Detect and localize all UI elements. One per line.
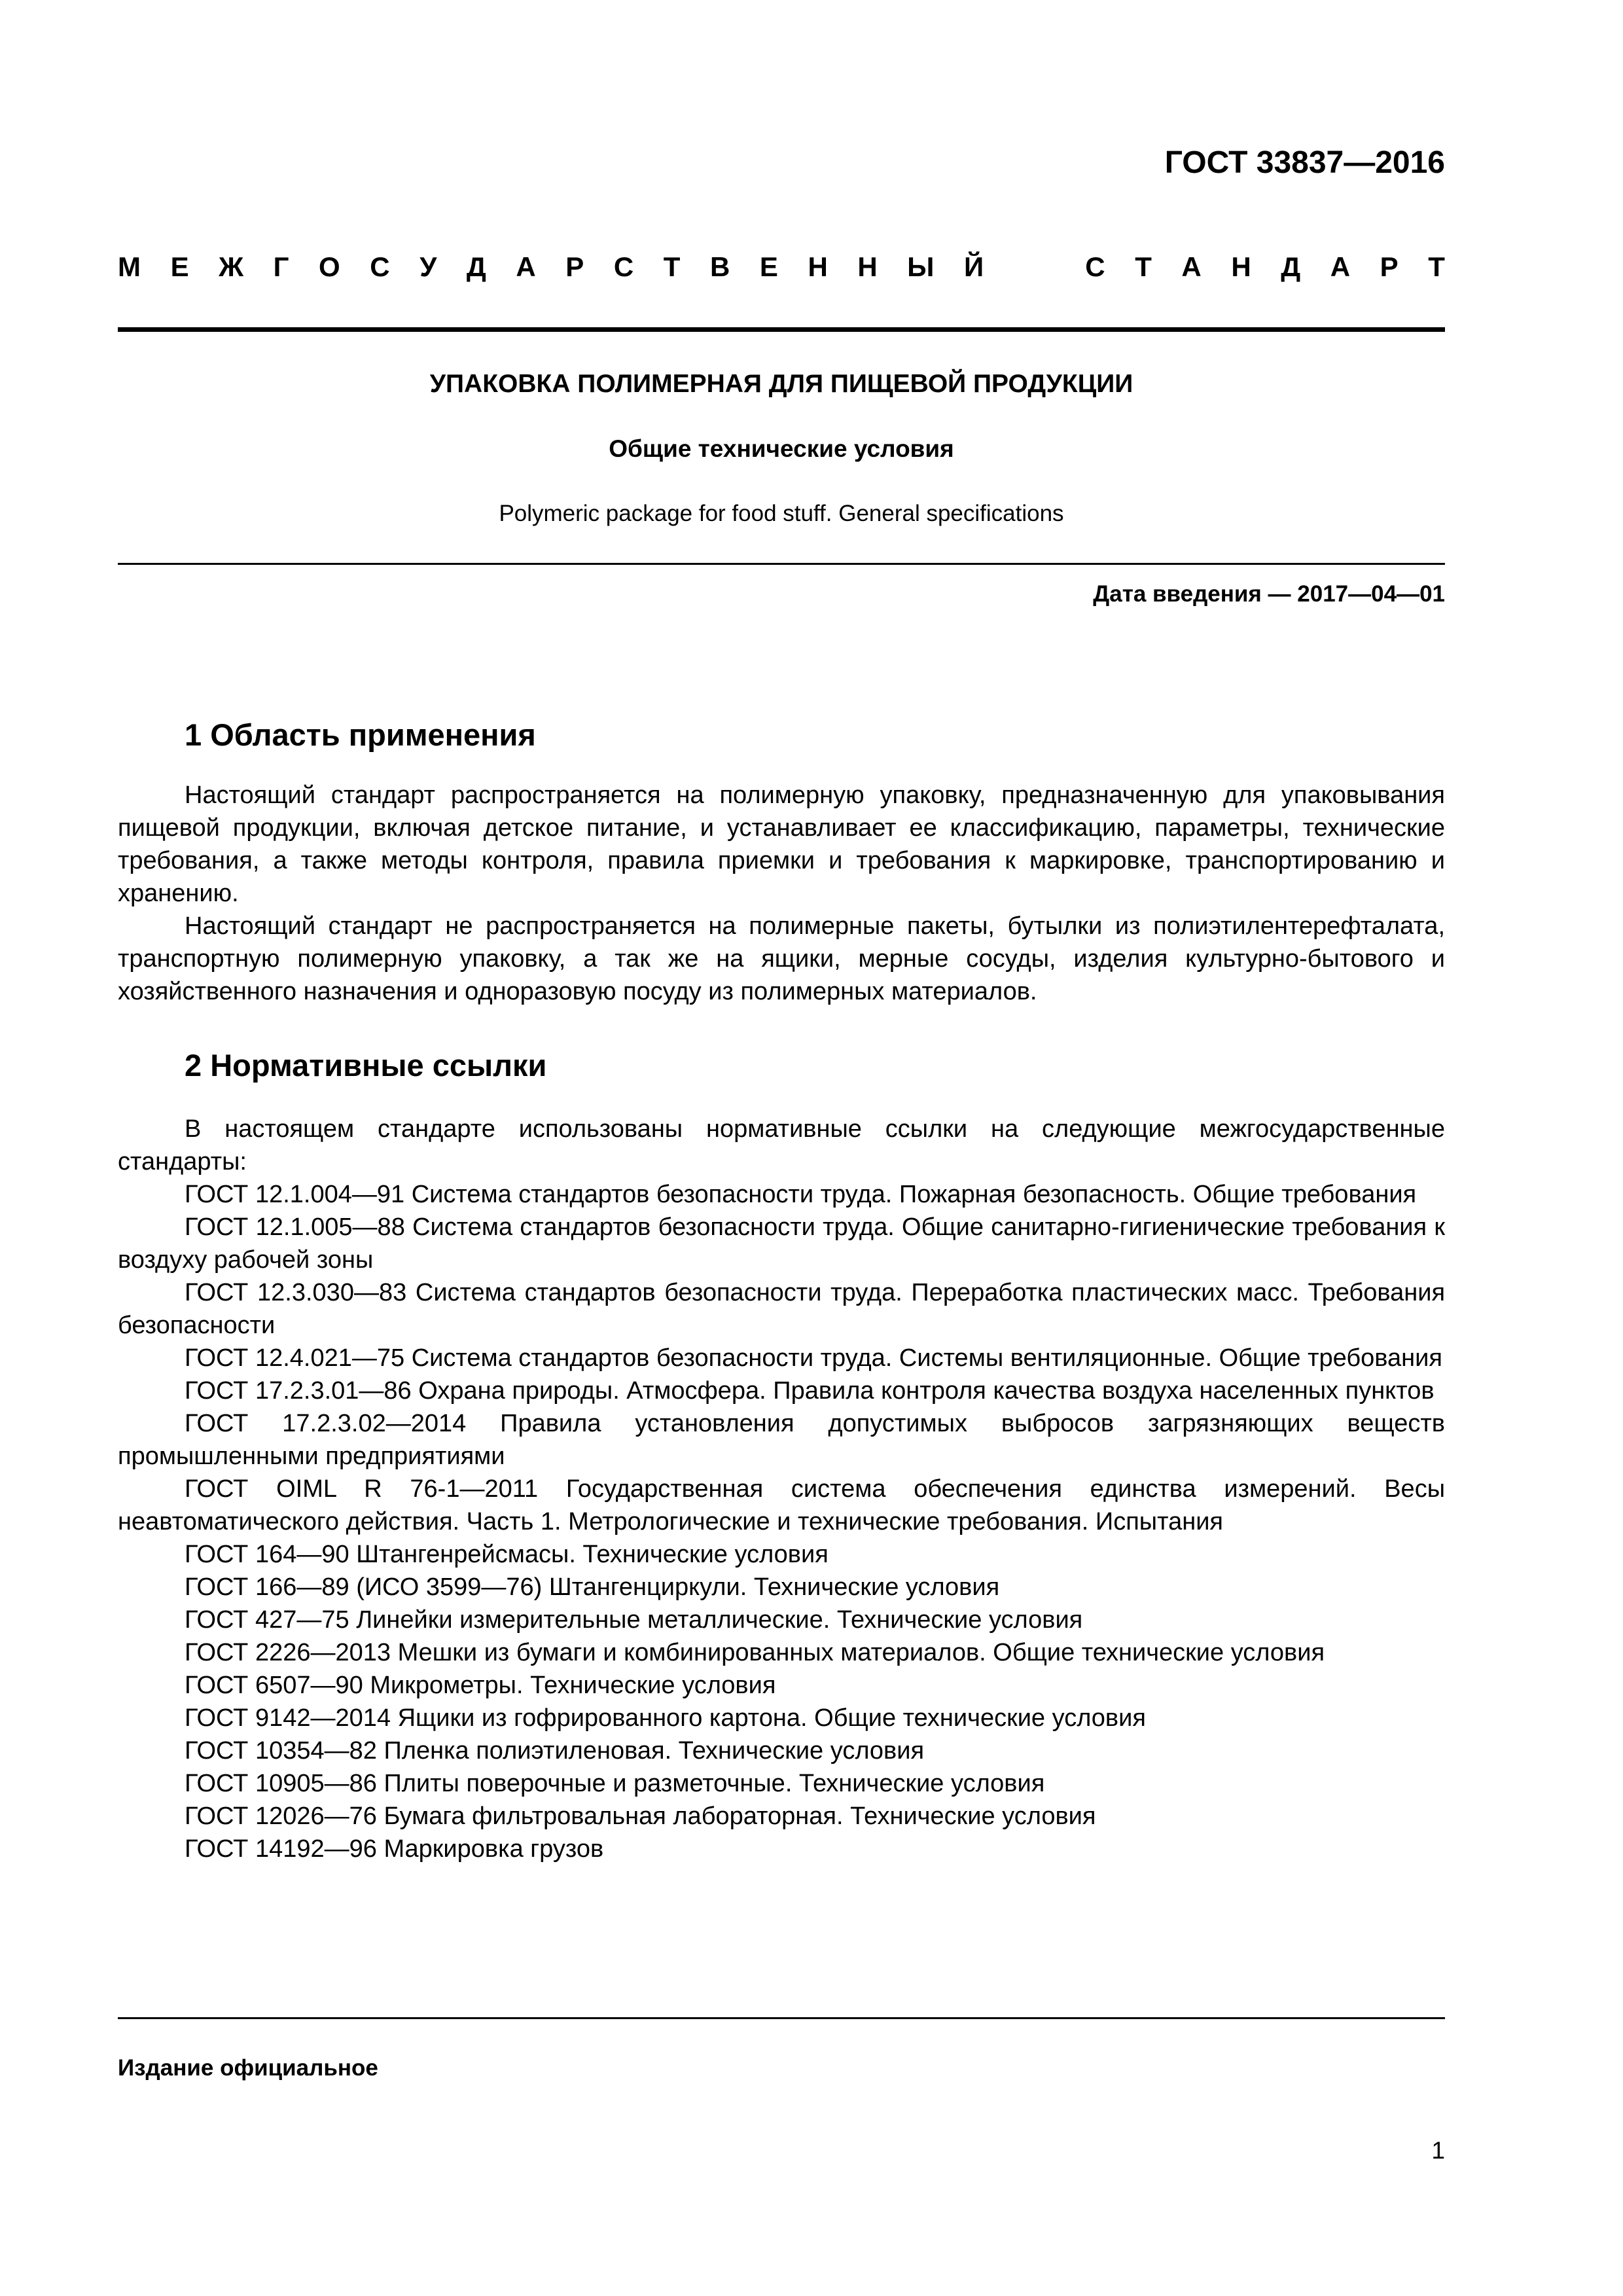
letter: Д <box>466 251 486 282</box>
reference-code: ГОСТ 12.3.030—83 <box>185 1279 407 1306</box>
reference-code: ГОСТ 14192—96 <box>185 1835 377 1863</box>
letter: Н <box>808 251 828 282</box>
letter: Р <box>1380 251 1399 282</box>
reference-title: Ящики из гофрированного картона. Общие технические условия <box>397 1704 1146 1732</box>
letter: А <box>516 251 536 282</box>
letter: Т <box>1428 251 1445 282</box>
reference-item <box>118 1276 1445 1342</box>
reference-title: Мешки из бумаги и комбинированных материалов. Общие технические условия <box>397 1639 1325 1666</box>
letter: Ж <box>219 251 244 282</box>
reference-item <box>118 1734 1445 1767</box>
references-list <box>118 1113 1445 1865</box>
reference-code: ГОСТ 12026—76 <box>185 1803 377 1830</box>
reference-title: Государственная система обеспечения единства измерений. Весы неавтоматического действия. Часть 1. Метрологические и технические требования. Испытания <box>118 1475 1446 1535</box>
title-divider <box>118 563 1445 565</box>
section-2-heading: 2 Нормативные ссылки <box>185 1048 547 1083</box>
letter: Й <box>963 251 984 282</box>
reference-code: ГОСТ 2226—2013 <box>185 1639 391 1666</box>
document-title: УПАКОВКА ПОЛИМЕРНАЯ ДЛЯ ПИЩЕВОЙ ПРОДУКЦИИ <box>429 370 1133 398</box>
document-subtitle: Общие технические условия <box>609 435 954 462</box>
introduction-date: Дата введения — 2017—04—01 <box>1093 581 1445 607</box>
edition-label: Издание официальное <box>118 2055 378 2081</box>
reference-title: Линейки измерительные металлические. Технические условия <box>356 1606 1083 1634</box>
letter: С <box>613 251 634 282</box>
section-1-heading: 1 Область применения <box>185 717 536 752</box>
reference-code: ГОСТ 12.1.005—88 <box>185 1213 405 1241</box>
reference-title: Микрометры. Технические условия <box>370 1672 776 1699</box>
reference-code: ГОСТ 12.1.004—91 <box>185 1181 405 1208</box>
reference-code: ГОСТ 10354—82 <box>185 1737 377 1765</box>
reference-item <box>118 1538 1445 1571</box>
reference-code: ГОСТ 166—89 <box>185 1573 349 1601</box>
letter: Д <box>1281 251 1301 282</box>
letter: С <box>1085 251 1105 282</box>
header-divider <box>118 327 1445 332</box>
reference-item <box>118 1178 1445 1211</box>
letter: У <box>419 251 437 282</box>
reference-title: Система стандартов безопасности труда. Общие санитарно-гигиенические требования к воздуху рабочей зоны <box>118 1213 1445 1274</box>
footer-divider <box>118 2017 1445 2019</box>
page-number: 1 <box>1431 2137 1445 2164</box>
paragraph: Настоящий стандарт распространяется на полимерную упаковку, предназначенную для упаковывания пищевой продукции, включая детское питание, и устанавливает ее классификацию, параметры, технические требования, а также методы контроля, правила приемки и требования к маркировке, транспортированию и хранению. <box>118 781 1445 907</box>
letter: А <box>1181 251 1202 282</box>
reference-title: Система стандартов безопасности труда. Переработка пластических масс. Требования безопасности <box>118 1279 1446 1339</box>
reference-item <box>118 1571 1445 1604</box>
letter: М <box>118 251 141 282</box>
reference-code: ГОСТ 12.4.021—75 <box>185 1344 405 1372</box>
reference-item <box>118 1833 1445 1865</box>
section-1-body <box>118 779 1445 1008</box>
letter: Н <box>857 251 878 282</box>
reference-title: Правила установления допустимых выбросов загрязняющих веществ промышленными предприятиями <box>118 1410 1445 1470</box>
reference-title: (ИСО 3599—76) Штангенциркули. Технические условия <box>356 1573 1000 1601</box>
letter: Т <box>1135 251 1152 282</box>
reference-item <box>118 1374 1445 1407</box>
reference-title: Система стандартов безопасности труда. Пожарная безопасность. Общие требования <box>411 1181 1417 1208</box>
letter: Е <box>759 251 778 282</box>
reference-title: Плиты поверочные и разметочные. Технические условия <box>383 1770 1045 1797</box>
reference-code: ГОСТ 10905—86 <box>185 1770 377 1797</box>
reference-item <box>118 1604 1445 1636</box>
reference-item <box>118 1800 1445 1833</box>
reference-code: ГОСТ 164—90 <box>185 1541 349 1568</box>
letter: Т <box>663 251 681 282</box>
letter: Ы <box>907 251 935 282</box>
paragraph: Настоящий стандарт не распространяется на полимерные пакеты, бутылки из полиэтилентерефталата, транспортную полимерную упаковку, а так же на ящики, мерные сосуды, изделия культурно-бытового и хозяйственного назначения и одноразовую посуду из полимерных материалов. <box>118 912 1445 1005</box>
reference-item <box>118 1407 1445 1473</box>
reference-item <box>118 1342 1445 1374</box>
reference-item <box>118 1211 1445 1276</box>
letter: Н <box>1231 251 1251 282</box>
reference-title: Система стандартов безопасности труда. Системы вентиляционные. Общие требования <box>411 1344 1442 1372</box>
references-intro: В настоящем стандарте использованы нормативные ссылки на следующие межгосударственные стандарты: <box>118 1115 1445 1175</box>
letter: А <box>1330 251 1351 282</box>
letter: Е <box>170 251 189 282</box>
letter: Р <box>565 251 584 282</box>
reference-item <box>118 1473 1445 1538</box>
reference-code: ГОСТ 6507—90 <box>185 1672 363 1699</box>
reference-item <box>118 1636 1445 1669</box>
document-number: ГОСТ 33837—2016 <box>1164 145 1445 180</box>
reference-code: ГОСТ OIML R 76-1—2011 <box>185 1475 539 1503</box>
letter: В <box>709 251 730 282</box>
reference-title: Охрана природы. Атмосфера. Правила контроля качества воздуха населенных пунктов <box>418 1377 1435 1405</box>
letter: Г <box>273 251 289 282</box>
reference-item <box>118 1669 1445 1702</box>
reference-title: Бумага фильтровальная лабораторная. Технические условия <box>383 1803 1096 1830</box>
document-title-english: Polymeric package for food stuff. General specifications <box>499 501 1064 526</box>
letter: О <box>319 251 340 282</box>
standard-type-heading <box>118 249 1445 285</box>
reference-code: ГОСТ 17.2.3.02—2014 <box>185 1410 467 1437</box>
reference-title: Маркировка грузов <box>383 1835 604 1863</box>
reference-item <box>118 1767 1445 1800</box>
reference-code: ГОСТ 427—75 <box>185 1606 349 1634</box>
reference-code: ГОСТ 17.2.3.01—86 <box>185 1377 412 1405</box>
letter: С <box>370 251 390 282</box>
reference-item <box>118 1702 1445 1734</box>
reference-title: Пленка полиэтиленовая. Технические условия <box>383 1737 925 1765</box>
reference-title: Штангенрейсмасы. Технические условия <box>356 1541 829 1568</box>
reference-code: ГОСТ 9142—2014 <box>185 1704 391 1732</box>
